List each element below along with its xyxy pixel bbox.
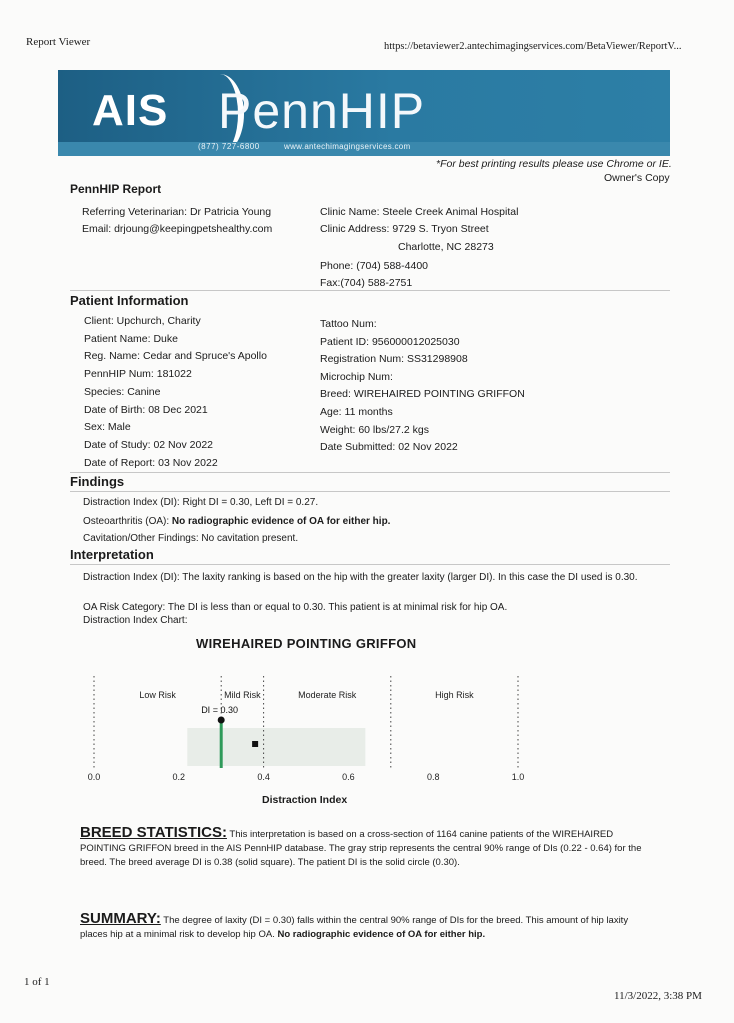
print-page-number: 1 of 1	[24, 976, 50, 988]
patient-info-item: Client: Upchurch, Charity	[84, 315, 201, 327]
distraction-index-chart	[74, 670, 594, 810]
x-tick-label: 0.4	[257, 772, 270, 782]
breed-statistics	[80, 826, 655, 870]
x-tick-label: 0.8	[426, 772, 440, 782]
print-tip: *For best printing results please use Chrome or IE.	[436, 158, 672, 170]
patient-info-item: Age: 11 months	[320, 406, 393, 418]
zone-label: High Risk	[435, 690, 474, 700]
breed-stats-heading: BREED STATISTICS:	[80, 824, 227, 841]
owner-copy-label: Owner's Copy	[604, 172, 670, 184]
pennhip-logo-text: PennHIP	[218, 83, 426, 139]
patient-info-heading: Patient Information	[70, 293, 189, 308]
patient-info-item: Date Submitted: 02 Nov 2022	[320, 441, 458, 454]
print-url: https://betaviewer2.antechimagingservices.com/BetaViewer/ReportV...	[384, 41, 682, 52]
summary-heading: SUMMARY:	[80, 910, 161, 927]
patient-info-item: Microchip Num:	[320, 370, 393, 383]
vet-email: Email: drjoung@keepingpetshealthy.com	[82, 223, 273, 235]
patient-info-item: Date of Report: 03 Nov 2022	[84, 456, 218, 469]
interp-chart-label: Distraction Index Chart:	[83, 615, 188, 626]
patient-info-item: Species: Canine	[84, 385, 161, 398]
breed-stats-text: This interpretation is based on a cross-section of 1164 canine patients of the WIREHAIRED POINTING GRIFFON breed in the AIS PennHIP database. The gray strip represents the central 90% range of DIs (0.22 - 0.64) for the breed. The breed average DI is 0.38 (solid square). The patient DI is the solid circle (0.30).	[80, 829, 642, 868]
interpretation-heading: Interpretation	[70, 547, 154, 562]
zone-label: Moderate Risk	[298, 690, 357, 700]
ais-logo-text: AIS	[92, 86, 169, 135]
interp-oa-risk: OA Risk Category: The DI is less than or equal to 0.30. This patient is at minimal risk for hip OA.	[83, 602, 508, 613]
clinic-phone: Phone: (704) 588-4400	[320, 260, 428, 272]
patient-info-item: PennHIP Num: 181022	[84, 368, 192, 381]
findings-di: Distraction Index (DI): Right DI = 0.30, Left DI = 0.27.	[83, 497, 319, 508]
breed-average-square	[252, 741, 258, 747]
clinic-fax: Fax:(704) 588-2751	[320, 277, 413, 289]
divider	[70, 491, 670, 492]
zone-label: Mild Risk	[224, 690, 261, 700]
print-title: Report Viewer	[26, 36, 91, 48]
clinic-name: Clinic Name: Steele Creek Animal Hospital	[320, 206, 519, 218]
zone-label: Low Risk	[139, 690, 176, 700]
patient-info-item: Patient ID: 956000012025030	[320, 335, 460, 348]
summary	[80, 912, 655, 942]
patient-di-circle	[218, 717, 225, 724]
chart-title: WIREHAIRED POINTING GRIFFON	[196, 636, 417, 651]
patient-info-item: Weight: 60 lbs/27.2 kgs	[320, 423, 429, 436]
patient-info-item: Breed: WIREHAIRED POINTING GRIFFON	[320, 388, 525, 401]
x-tick-label: 0.2	[172, 772, 186, 782]
interp-di-text: Distraction Index (DI): The laxity ranking is based on the hip with the greater laxity (larger DI). In this case the DI used is 0.30.	[83, 572, 638, 583]
patient-info-item: Reg. Name: Cedar and Spruce's Apollo	[84, 350, 267, 363]
print-datetime: 11/3/2022, 3:38 PM	[614, 990, 702, 1002]
findings-heading: Findings	[70, 474, 125, 489]
patient-info-item: Date of Birth: 08 Dec 2021	[84, 403, 208, 416]
x-tick-label: 0.6	[342, 772, 355, 782]
oa-label: Osteoarthritis (OA):	[83, 516, 172, 527]
summary-bold-text: No radiographic evidence of OA for either hip.	[277, 929, 486, 940]
summary-text: The degree of laxity (DI = 0.30) falls within the central 90% range of DIs for the breed. This amount of hip laxity places hip at a minimal risk to develop hip OA.	[80, 915, 629, 940]
patient-info-item: Patient Name: Duke	[84, 332, 178, 345]
x-tick-label: 1.0	[511, 772, 525, 782]
chart-x-label: Distraction Index	[262, 794, 348, 806]
referring-vet: Referring Veterinarian: Dr Patricia Young	[82, 206, 272, 218]
patient-di-label: DI = 0.30	[201, 705, 238, 715]
clinic-address: Clinic Address: 9729 S. Tryon Street	[320, 223, 489, 235]
x-tick-label: 0.0	[87, 772, 101, 782]
breed-range-strip	[187, 728, 365, 766]
findings-oa	[83, 514, 390, 529]
patient-info-item: Date of Study: 02 Nov 2022	[84, 438, 213, 451]
banner-website: www.antechimagingservices.com	[284, 142, 411, 151]
patient-info-item: Sex: Male	[84, 421, 131, 434]
ais-pennhip-banner	[58, 70, 670, 156]
findings-cavitation: Cavitation/Other Findings: No cavitation present.	[83, 533, 299, 544]
banner-phone: (877) 727-6800	[198, 142, 260, 151]
oa-value: No radiographic evidence of OA for either hip.	[171, 516, 391, 527]
divider	[70, 564, 670, 565]
report-heading: PennHIP Report	[70, 182, 162, 196]
divider	[70, 472, 670, 473]
divider	[70, 290, 670, 291]
clinic-city: Charlotte, NC 28273	[398, 241, 494, 253]
patient-info-item: Tattoo Num:	[320, 318, 377, 330]
patient-info-item: Registration Num: SS31298908	[320, 353, 468, 366]
